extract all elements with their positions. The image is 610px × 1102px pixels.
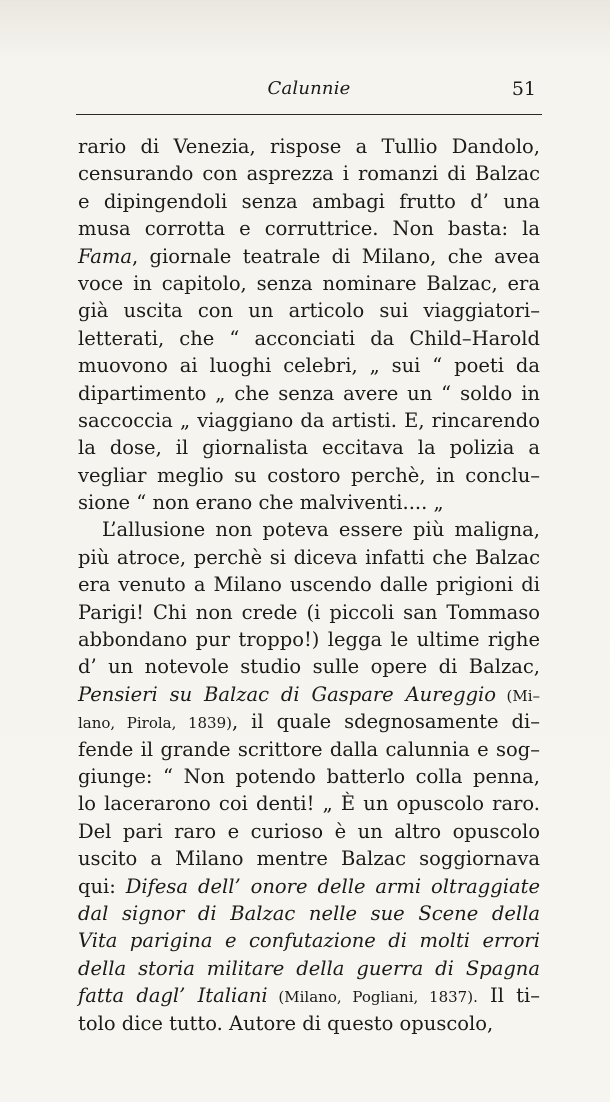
text-segment: abbondano pur troppo!) legga le ultime righe	[78, 628, 540, 652]
text-segment: sione “ non erano che malviventi.... „	[78, 491, 444, 515]
text-segment: Parigi! Chi non crede (i piccoli san Tommaso	[78, 600, 540, 624]
text-line	[78, 626, 540, 653]
text-segment: lo lacerarono coi denti! „ È un opuscolo raro.	[78, 792, 540, 816]
text-line	[78, 955, 540, 982]
text-line	[78, 708, 540, 735]
text-segment: fende il grande scrittore dalla calunnia e sog–	[78, 737, 540, 761]
text-line	[78, 516, 540, 543]
text-segment: rario di Venezia, rispose a Tullio Dandolo,	[78, 135, 540, 158]
text-segment: già uscita con un articolo sui viaggiatori–	[78, 299, 540, 323]
text-line	[78, 845, 540, 872]
text-segment: Difesa dell’ onore delle armi oltraggiate	[125, 874, 541, 898]
text-segment: , giornale teatrale di Milano, che avea	[131, 244, 540, 268]
text-segment: giunge: “ Non potendo batterlo colla penna,	[78, 764, 540, 788]
text-line	[78, 653, 540, 680]
text-line	[78, 681, 540, 708]
running-title: Calunnie	[267, 78, 351, 99]
text-segment: era venuto a Milano uscendo dalle prigioni di	[78, 573, 540, 597]
text-segment: , il quale sdegnosamente di–	[231, 710, 540, 734]
text-line	[78, 133, 540, 160]
text-line	[78, 873, 540, 900]
text-line	[78, 927, 540, 954]
text-line	[78, 325, 540, 352]
text-segment: tolo dice tutto. Autore di questo opuscolo,	[78, 1011, 494, 1035]
text-line	[78, 352, 540, 379]
text-segment: Fama	[78, 244, 132, 268]
text-segment: censurando con asprezza i romanzi di Balzac	[78, 162, 540, 186]
text-line	[78, 270, 540, 297]
text-segment: d’ un notevole studio sulle opere di Balzac,	[78, 655, 540, 679]
text-line	[78, 982, 540, 1009]
text-segment: Vita parigina e confutazione di molti errori	[78, 929, 540, 953]
text-segment: vegliar meglio su costoro perchè, in conclu–	[78, 463, 540, 487]
text-segment: dipartimento „ che senza avere un “ soldo in	[78, 381, 540, 405]
text-segment: e dipingendoli senza ambagi frutto d’ una	[78, 189, 540, 213]
text-line	[78, 790, 540, 817]
text-segment: muovono ai luoghi celebri, „ sui “ poeti da	[78, 354, 540, 378]
text-segment: qui:	[78, 874, 126, 898]
page-number: 51	[511, 78, 536, 100]
text-line	[78, 571, 540, 598]
text-line	[78, 599, 540, 626]
text-segment: Del pari raro e curioso è un altro opuscolo	[78, 819, 540, 843]
text-segment: (Milano, Pogliani, 1837).	[267, 988, 478, 1007]
text-line	[78, 188, 540, 215]
text-line	[78, 736, 540, 763]
text-segment: più atroce, perchè si diceva infatti che Balzac	[78, 545, 540, 569]
text-segment: musa corrotta e corruttrice. Non basta: la	[78, 217, 540, 241]
text-segment: fatta dagl’ Italiani	[78, 984, 268, 1008]
text-line	[78, 434, 540, 461]
page-header	[76, 76, 542, 104]
text-segment: della storia militare della guerra di Spagna	[78, 956, 540, 980]
text-line	[78, 818, 540, 845]
text-line	[78, 544, 540, 571]
text-segment: Pensieri su Balzac di Gaspare Aureggio	[78, 682, 497, 706]
text-segment: letterati, che “ acconciati da Child–Harold	[78, 326, 540, 350]
header-rule	[76, 114, 542, 115]
text-line	[78, 380, 540, 407]
text-segment: uscito a Milano mentre Balzac soggiornava	[78, 847, 540, 871]
text-segment: voce in capitolo, senza nominare Balzac, era	[78, 271, 540, 295]
text-line	[78, 900, 540, 927]
text-segment: Il ti–	[477, 984, 541, 1008]
text-line	[78, 407, 540, 434]
text-segment: lano, Pirola, 1839)	[78, 714, 232, 733]
text-line	[78, 243, 540, 270]
body-text	[78, 133, 540, 1037]
text-segment: la dose, il giornalista eccitava la polizia a	[78, 436, 540, 460]
text-line	[78, 1010, 540, 1037]
text-line	[78, 160, 540, 187]
text-segment: (Mi–	[496, 686, 540, 705]
text-line	[78, 763, 540, 790]
text-line	[78, 297, 540, 324]
text-line	[78, 215, 540, 242]
text-line	[78, 462, 540, 489]
text-segment: saccoccia „ viaggiano da artisti. E, rincarendo	[78, 408, 540, 432]
text-segment: dal signor di Balzac nelle sue Scene della	[78, 901, 540, 925]
text-line	[78, 489, 540, 516]
text-segment: L’allusione non poteva essere più maligna,	[102, 518, 540, 542]
